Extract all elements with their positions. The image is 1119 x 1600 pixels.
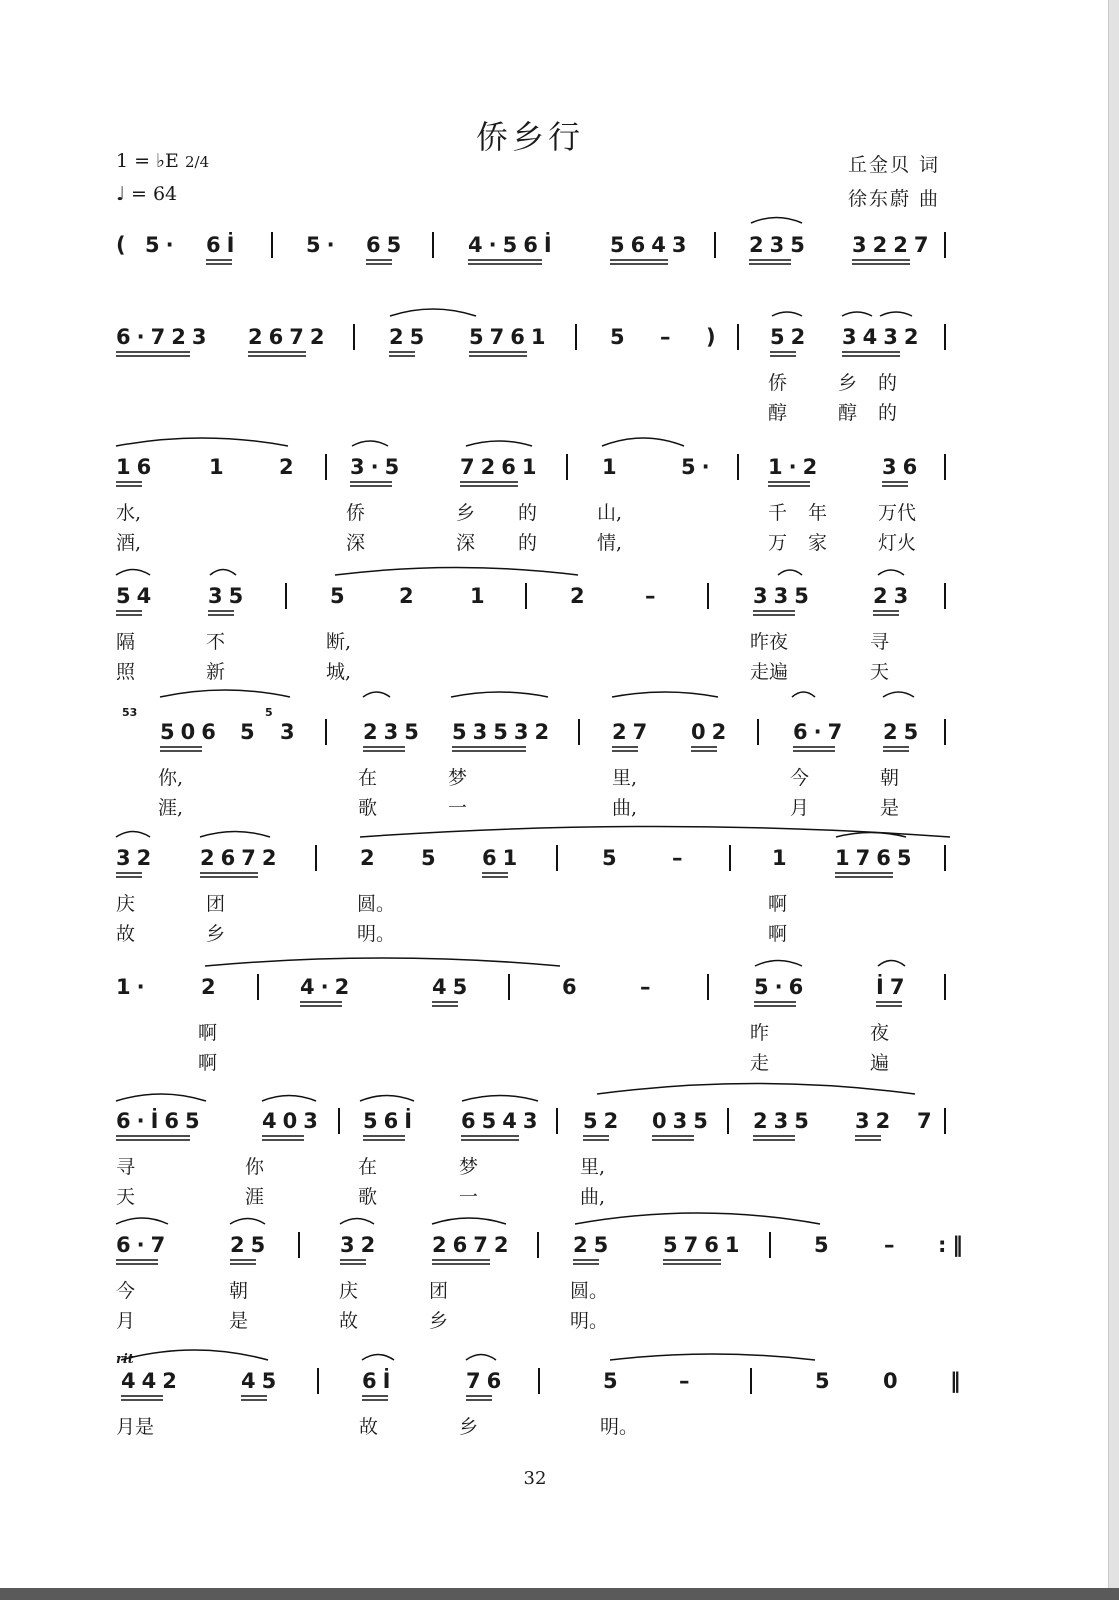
lyric-verse-2: 曲, bbox=[612, 797, 638, 819]
slur bbox=[466, 1355, 496, 1361]
note-group: 5 bbox=[610, 325, 631, 349]
lyric-verse-1: 的 bbox=[518, 502, 538, 524]
lyric-verse-1: 梦 bbox=[448, 767, 468, 789]
lyric-verse-2: 走 bbox=[750, 1052, 770, 1074]
notation-line bbox=[0, 232, 1100, 272]
lyric-verse-1: 朝 bbox=[880, 767, 900, 789]
slur bbox=[772, 312, 802, 316]
slur bbox=[751, 218, 802, 224]
note-group: – bbox=[660, 325, 677, 349]
lyric-verse-1: 夜 bbox=[870, 1022, 890, 1044]
slur bbox=[602, 438, 684, 446]
note-group: 25 bbox=[573, 1233, 615, 1257]
note-group: 54 bbox=[116, 584, 158, 608]
slur bbox=[210, 570, 236, 576]
note-group: 25 bbox=[230, 1233, 272, 1257]
barline bbox=[537, 1232, 539, 1258]
lyric-verse-2: 故 bbox=[116, 923, 136, 945]
lyric-verse-2: 新 bbox=[206, 661, 226, 683]
barline bbox=[727, 1108, 729, 1134]
lyric-verse-2: 遍 bbox=[870, 1052, 890, 1074]
lyric-verse-2: 啊 bbox=[768, 923, 788, 945]
lyric-verse-2: 一 bbox=[459, 1186, 479, 1208]
note-group: 5 bbox=[815, 1369, 836, 1393]
lyric-verse-2: 明。 bbox=[357, 923, 396, 945]
note-group: 5 bbox=[814, 1233, 835, 1257]
barline bbox=[566, 454, 568, 480]
lyric-verse-2: 涯 bbox=[245, 1186, 265, 1208]
lyric-verse-2: 深 bbox=[456, 532, 476, 554]
lyric-verse-1: 啊 bbox=[198, 1022, 218, 1044]
note-group: 1 bbox=[772, 846, 793, 870]
barline bbox=[944, 232, 946, 258]
note-group: 35 bbox=[208, 584, 250, 608]
note-group: 5 bbox=[330, 584, 351, 608]
barline bbox=[750, 1368, 752, 1394]
note-group: 1 bbox=[602, 455, 623, 479]
song-title: 侨乡行 bbox=[475, 118, 584, 156]
slur bbox=[836, 833, 906, 838]
note-group: 45 bbox=[432, 975, 474, 999]
lyric-verse-2: 的 bbox=[518, 532, 538, 554]
lyric-verse-1: 侨 bbox=[768, 372, 788, 394]
slur bbox=[842, 312, 872, 316]
lyric-verse-1: 昨 bbox=[750, 1022, 770, 1044]
note-group: 3432 bbox=[842, 325, 925, 349]
note-group: 6·7 bbox=[116, 1233, 172, 1257]
note-group: 2 bbox=[360, 846, 381, 870]
barline bbox=[757, 719, 759, 745]
lyric-verse-2: 酒, bbox=[116, 532, 142, 554]
lyricist-credit: 丘金贝 词 bbox=[848, 154, 941, 176]
barline bbox=[944, 583, 946, 609]
barline bbox=[575, 324, 577, 350]
note-group: 235 bbox=[749, 233, 811, 257]
slur bbox=[878, 570, 904, 575]
lyric-verse-2: 天 bbox=[116, 1186, 136, 1208]
lyric-verse-2: 故 bbox=[339, 1310, 359, 1332]
notation-line bbox=[0, 974, 1100, 1014]
lyric-verse-1: 朝 bbox=[229, 1280, 249, 1302]
lyric-verse-1: 你 bbox=[245, 1156, 265, 1178]
barline bbox=[338, 1108, 340, 1134]
lyric-verse-2: 乡 bbox=[206, 923, 226, 945]
note-group: 5·6 bbox=[754, 975, 810, 999]
note-group: 1 bbox=[470, 584, 491, 608]
lyric-verse-2: 深 bbox=[346, 532, 366, 554]
notation-line bbox=[0, 1368, 1100, 1408]
slur bbox=[335, 568, 578, 576]
lyric-verse-1: 乡 bbox=[459, 1416, 479, 1438]
note-group: 76 bbox=[466, 1369, 508, 1393]
lyric-verse-1: 断, bbox=[326, 631, 352, 653]
slur bbox=[340, 1219, 374, 1225]
slur bbox=[116, 832, 150, 838]
lyric-verse-1: 隔 bbox=[116, 631, 136, 653]
lyric-verse-2: 万 bbox=[768, 532, 788, 554]
note-group: 3227 bbox=[852, 233, 935, 257]
lyric-verse-2: 是 bbox=[880, 797, 900, 819]
slur bbox=[597, 1084, 915, 1095]
lyric-verse-2: 曲, bbox=[580, 1186, 606, 1208]
lyric-verse-2: 情, bbox=[597, 532, 623, 554]
slur bbox=[451, 692, 548, 697]
slur bbox=[116, 438, 288, 446]
lyric-verse-2: 天 bbox=[870, 661, 890, 683]
note-group: 65 bbox=[366, 233, 408, 257]
slur bbox=[352, 441, 388, 446]
note-group: 6İ bbox=[362, 1369, 397, 1393]
barline bbox=[325, 454, 327, 480]
notation-line bbox=[0, 583, 1100, 623]
note-group: 6İ bbox=[206, 233, 241, 257]
slur bbox=[360, 827, 950, 838]
lyric-verse-1: 里, bbox=[612, 767, 638, 789]
lyric-verse-1: 今 bbox=[116, 1280, 136, 1302]
lyric-verse-1: 年 bbox=[808, 502, 828, 524]
note-group: 7261 bbox=[460, 455, 543, 479]
note-group: 3 bbox=[280, 720, 301, 744]
lyric-verse-1: 圆。 bbox=[570, 1280, 609, 1302]
note-group: 2 bbox=[201, 975, 222, 999]
lyric-verse-1: 不 bbox=[206, 631, 226, 653]
lyric-verse-2: 是 bbox=[229, 1310, 249, 1332]
scan-right-edge bbox=[1108, 0, 1119, 1600]
lyric-verse-1: 团 bbox=[206, 893, 226, 915]
note-group: 2 bbox=[279, 455, 300, 479]
note-group: 442 bbox=[121, 1369, 183, 1393]
lyric-verse-1: 在 bbox=[358, 1156, 378, 1178]
lyric-verse-2: 歌 bbox=[358, 797, 378, 819]
note-group: 7 bbox=[917, 1109, 938, 1133]
note-group: 335 bbox=[753, 584, 815, 608]
note-group: 02 bbox=[691, 720, 733, 744]
lyric-verse-1: 庆 bbox=[339, 1280, 359, 1302]
note-group: 5 bbox=[240, 720, 261, 744]
note-group: 32 bbox=[340, 1233, 382, 1257]
barline bbox=[769, 1232, 771, 1258]
lyric-verse-1: 千 bbox=[768, 502, 788, 524]
note-group: 3·5 bbox=[350, 455, 406, 479]
note-group: 2 bbox=[570, 584, 591, 608]
lyric-verse-2: 醇 bbox=[768, 402, 788, 424]
lyric-verse-2: 歌 bbox=[358, 1186, 378, 1208]
time-signature: 2/4 bbox=[184, 153, 210, 171]
lyric-verse-1: 水, bbox=[116, 502, 142, 524]
note-group: 6 bbox=[562, 975, 583, 999]
grace-note: 5 bbox=[265, 706, 273, 719]
note-group: – bbox=[672, 846, 689, 870]
ritardando-marking: rit bbox=[116, 1352, 134, 1367]
lyric-verse-1: 啊 bbox=[768, 893, 788, 915]
note-group: 5· bbox=[306, 233, 341, 257]
lyric-verse-1: 团 bbox=[429, 1280, 449, 1302]
lyric-verse-1: 乡 bbox=[838, 372, 858, 394]
note-group: 4·2 bbox=[300, 975, 356, 999]
barline bbox=[525, 583, 527, 609]
note-group: ( bbox=[116, 233, 132, 257]
barline bbox=[944, 719, 946, 745]
lyric-verse-2: 走遍 bbox=[750, 661, 789, 683]
lyric-verse-1: 昨夜 bbox=[750, 631, 789, 653]
notation-line bbox=[0, 324, 1100, 364]
note-group: 4·56İ bbox=[468, 233, 558, 257]
note-group: 5· bbox=[681, 455, 716, 479]
barline bbox=[538, 1368, 540, 1394]
note-group: 2 bbox=[399, 584, 420, 608]
note-group: İ7 bbox=[876, 975, 911, 999]
lyric-verse-1: 的 bbox=[878, 372, 898, 394]
note-group: 1765 bbox=[835, 846, 918, 870]
note-group: 6·723 bbox=[116, 325, 213, 349]
note-group: 45 bbox=[241, 1369, 283, 1393]
lyric-verse-2: 啊 bbox=[198, 1052, 218, 1074]
lyric-verse-2: 醇 bbox=[838, 402, 858, 424]
note-group: 2672 bbox=[432, 1233, 515, 1257]
note-group: 5643 bbox=[610, 233, 693, 257]
notation-line bbox=[0, 719, 1100, 759]
note-group: 1· bbox=[116, 975, 151, 999]
lyric-verse-2: 灯火 bbox=[878, 532, 917, 554]
lyric-verse-1: 乡 bbox=[456, 502, 476, 524]
note-group: – bbox=[679, 1369, 696, 1393]
note-group: 23 bbox=[873, 584, 915, 608]
note-group: 5 bbox=[603, 1369, 624, 1393]
note-group: 5 bbox=[602, 846, 623, 870]
lyric-verse-2: 涯, bbox=[158, 797, 184, 819]
note-group: 6543 bbox=[461, 1109, 544, 1133]
key-signature: 1 = ♭E bbox=[116, 150, 179, 172]
note-group: 5761 bbox=[663, 1233, 746, 1257]
slur bbox=[390, 309, 476, 316]
barline bbox=[432, 232, 434, 258]
lyric-verse-1: 在 bbox=[358, 767, 378, 789]
lyric-verse-1: 今 bbox=[790, 767, 810, 789]
slur bbox=[462, 1096, 538, 1102]
note-group: 5· bbox=[145, 233, 180, 257]
slur bbox=[362, 1355, 394, 1361]
note-group: 1 bbox=[209, 455, 230, 479]
note-group: 25 bbox=[883, 720, 925, 744]
barline bbox=[944, 324, 946, 350]
lyric-verse-1: 庆 bbox=[116, 893, 136, 915]
note-group: 52 bbox=[770, 325, 812, 349]
note-group: 32 bbox=[116, 846, 158, 870]
barline bbox=[578, 719, 580, 745]
lyric-verse-2: 的 bbox=[878, 402, 898, 424]
page-number: 32 bbox=[523, 1468, 547, 1489]
slur bbox=[575, 1213, 820, 1224]
lyric-verse-2: 月 bbox=[790, 797, 810, 819]
note-group: – bbox=[884, 1233, 901, 1257]
barline bbox=[353, 324, 355, 350]
note-group: 61 bbox=[482, 846, 524, 870]
lyric-verse-1: 里, bbox=[580, 1156, 606, 1178]
lyric-verse-1: 寻 bbox=[116, 1156, 136, 1178]
barline bbox=[271, 232, 273, 258]
slur bbox=[262, 1096, 316, 1102]
note-group: 235 bbox=[753, 1109, 815, 1133]
lyric-verse-1: 圆。 bbox=[357, 893, 396, 915]
barline bbox=[729, 845, 731, 871]
lyric-verse-1: 侨 bbox=[346, 502, 366, 524]
lyric-verse-1: 月是 bbox=[116, 1416, 155, 1438]
barline bbox=[714, 232, 716, 258]
slur bbox=[883, 692, 914, 697]
slur bbox=[466, 441, 532, 446]
barline bbox=[944, 974, 946, 1000]
barline bbox=[944, 454, 946, 480]
composer-credit: 徐东蔚 曲 bbox=[848, 188, 941, 210]
barline bbox=[944, 1108, 946, 1134]
slur bbox=[116, 1218, 168, 1224]
slur bbox=[200, 832, 270, 838]
slur bbox=[121, 1350, 268, 1360]
lyric-verse-2: 城, bbox=[326, 661, 352, 683]
note-group: 035 bbox=[652, 1109, 714, 1133]
note-group: 5761 bbox=[469, 325, 552, 349]
lyric-verse-2: 月 bbox=[116, 1310, 136, 1332]
lyric-verse-2: 家 bbox=[808, 532, 828, 554]
note-group: 6·7 bbox=[793, 720, 849, 744]
note-group: 25 bbox=[389, 325, 431, 349]
note-group: 52 bbox=[583, 1109, 625, 1133]
lyric-verse-1: 你, bbox=[158, 767, 184, 789]
slur bbox=[116, 570, 150, 576]
slur bbox=[360, 1096, 414, 1102]
note-group: 53532 bbox=[452, 720, 556, 744]
key-tempo-block bbox=[116, 150, 209, 172]
note-group: 506 bbox=[160, 720, 222, 744]
barline bbox=[707, 974, 709, 1000]
note-group: :‖ bbox=[938, 1233, 969, 1257]
note-group: 16 bbox=[116, 455, 158, 479]
slur bbox=[792, 692, 815, 697]
slur bbox=[160, 690, 290, 697]
barline bbox=[737, 324, 739, 350]
note-group: 2672 bbox=[248, 325, 331, 349]
slur bbox=[205, 958, 560, 966]
slur bbox=[363, 692, 390, 697]
lyric-verse-2: 照 bbox=[116, 661, 136, 683]
barline bbox=[298, 1232, 300, 1258]
barline bbox=[737, 454, 739, 480]
slur bbox=[610, 1354, 815, 1360]
lyric-verse-2: 乡 bbox=[429, 1310, 449, 1332]
note-group: 32 bbox=[855, 1109, 897, 1133]
lyric-verse-1: 山, bbox=[597, 502, 623, 524]
note-group: 6·İ65 bbox=[116, 1109, 206, 1133]
slur bbox=[612, 692, 718, 697]
note-group: 403 bbox=[262, 1109, 324, 1133]
note-group: 1·2 bbox=[768, 455, 824, 479]
note-group: 0 bbox=[883, 1369, 904, 1393]
barline bbox=[315, 845, 317, 871]
barline bbox=[944, 845, 946, 871]
notation-line bbox=[0, 1232, 1100, 1272]
barline bbox=[707, 583, 709, 609]
note-group: 56İ bbox=[363, 1109, 419, 1133]
lyric-verse-1: 故 bbox=[359, 1416, 379, 1438]
slur bbox=[880, 312, 912, 316]
slur bbox=[116, 1094, 206, 1101]
lyric-verse-1: 梦 bbox=[459, 1156, 479, 1178]
slur bbox=[878, 961, 905, 967]
note-group: – bbox=[645, 584, 662, 608]
slur bbox=[432, 1218, 506, 1224]
lyric-verse-1: 明。 bbox=[600, 1416, 639, 1438]
lyric-verse-1: 寻 bbox=[870, 631, 890, 653]
note-group: 27 bbox=[612, 720, 654, 744]
grace-note: 53 bbox=[122, 706, 138, 719]
note-group: 5 bbox=[421, 846, 442, 870]
barline bbox=[508, 974, 510, 1000]
lyric-verse-2: 明。 bbox=[570, 1310, 609, 1332]
note-group: – bbox=[640, 975, 657, 999]
lyric-verse-1: 万代 bbox=[878, 502, 917, 524]
note-group: ) bbox=[706, 325, 722, 349]
barline bbox=[285, 583, 287, 609]
barline bbox=[556, 1108, 558, 1134]
barline bbox=[325, 719, 327, 745]
barline bbox=[556, 845, 558, 871]
note-group: 235 bbox=[363, 720, 425, 744]
tempo-marking: ♩ = 64 bbox=[116, 183, 178, 205]
slur bbox=[755, 961, 802, 967]
lyric-verse-2: 一 bbox=[448, 797, 468, 819]
slur bbox=[778, 570, 802, 575]
scan-bottom-edge bbox=[0, 1588, 1119, 1600]
note-group: ‖ bbox=[950, 1369, 967, 1393]
notation-line bbox=[0, 454, 1100, 494]
note-group: 2672 bbox=[200, 846, 283, 870]
notation-line bbox=[0, 1108, 1100, 1148]
note-group: 36 bbox=[882, 455, 924, 479]
notation-line bbox=[0, 845, 1100, 885]
slur bbox=[230, 1219, 265, 1225]
barline bbox=[317, 1368, 319, 1394]
barline bbox=[257, 974, 259, 1000]
